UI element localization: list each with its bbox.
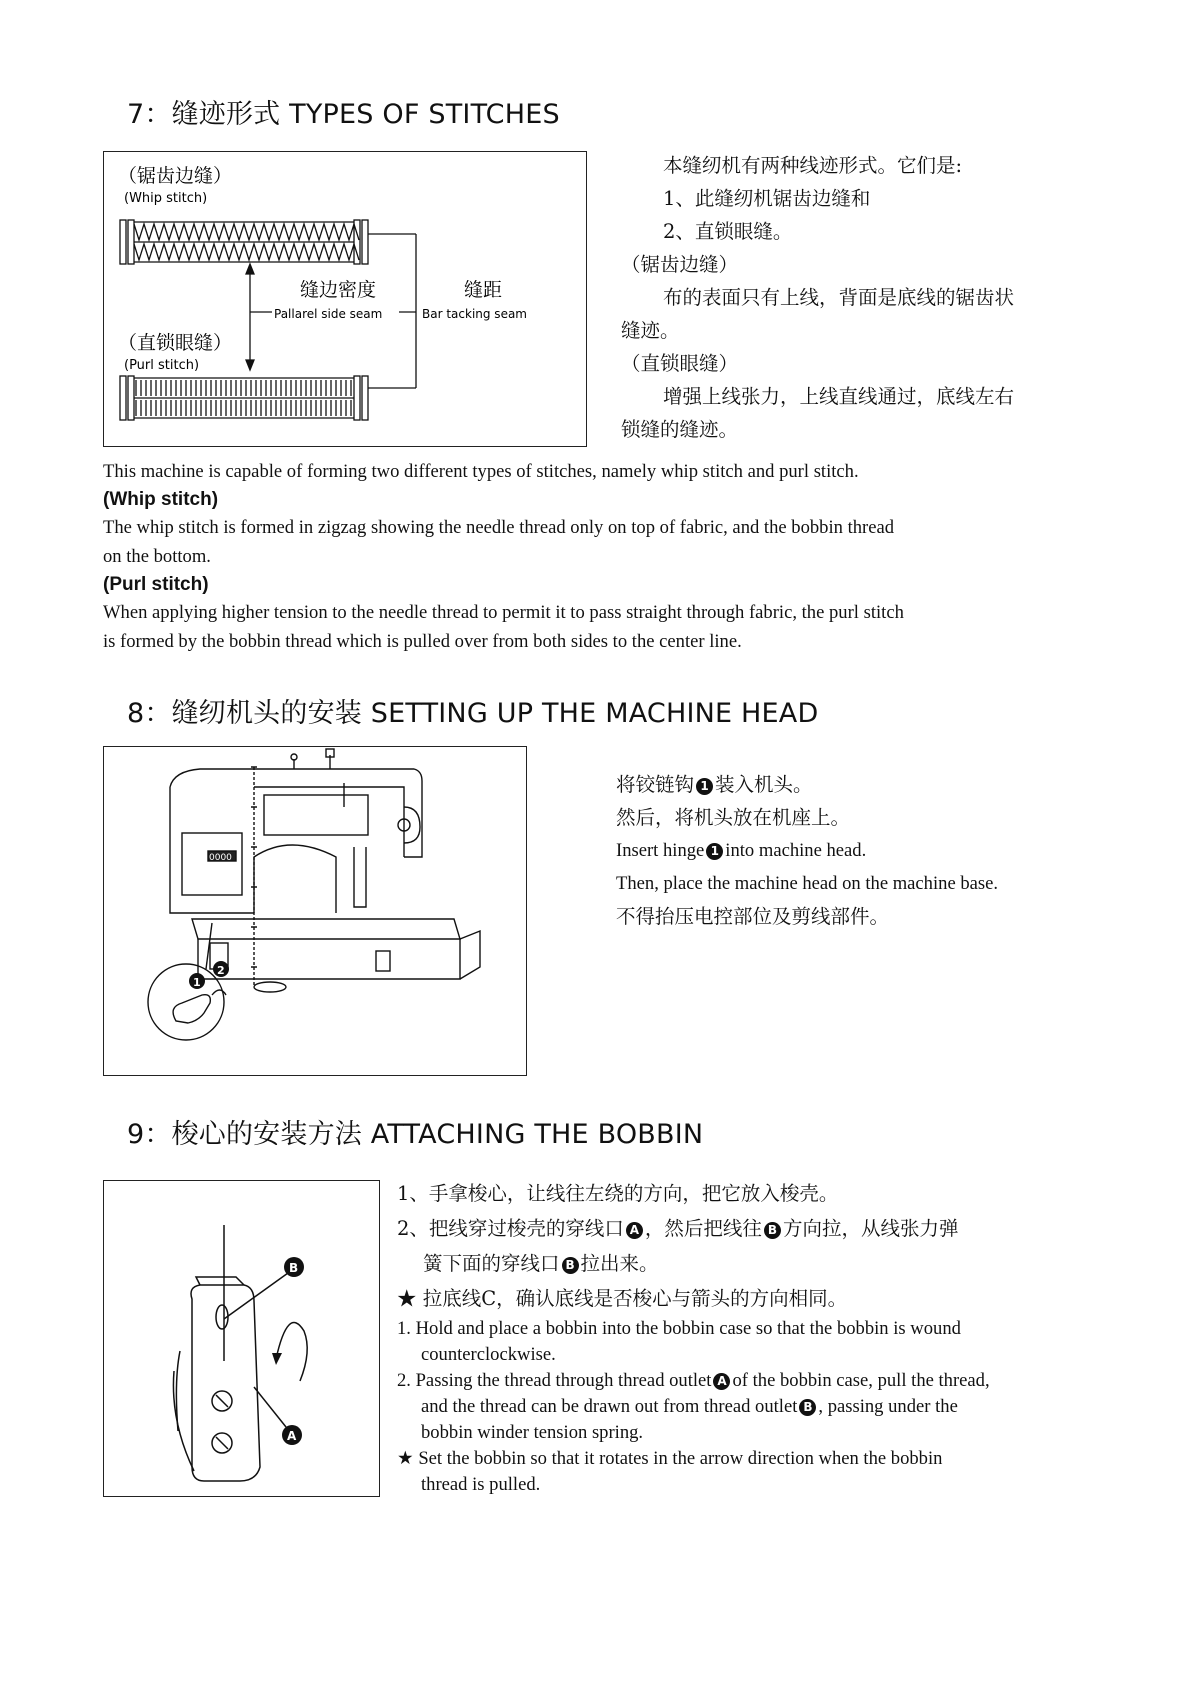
section-8-text <box>616 768 998 933</box>
text: 簧下面的穿线口 <box>423 1252 560 1275</box>
outlet-a-label: A <box>287 1429 297 1443</box>
cn-line: 本缝纫机有两种线迹形式。它们是: <box>663 154 963 177</box>
density-label-cn: 缝边密度 <box>300 279 377 301</box>
whip-label-cn: （锯齿边缝） <box>118 165 233 187</box>
whip-heading: (Whip stitch) <box>103 489 219 510</box>
control-display: 0000 <box>209 853 232 863</box>
cn-line: 布的表面只有上线，背面是底线的锯齿状 <box>663 286 1015 309</box>
outlet-b-badge: B <box>764 1222 781 1239</box>
callout-1-label: 1 <box>193 976 201 989</box>
cn-line: 然后，将机头放在机座上。 <box>616 806 851 829</box>
en-step-2-cont <box>397 1394 990 1420</box>
cn-line: 增强上线张力，上线直线通过，底线左右 <box>663 385 1015 408</box>
text: 将铰链钩 <box>616 773 695 796</box>
en-note-cont: thread is pulled. <box>421 1474 541 1495</box>
rotation-arrow-icon <box>272 1353 282 1365</box>
purl-text: is formed by the bobbin thread which is pulled over from both sides to the center line. <box>103 631 742 652</box>
section-8-title: 8：缝纫机头的安装 SETTING UP THE MACHINE HEAD <box>127 698 819 729</box>
callout-2-label: 2 <box>217 964 225 977</box>
intro-text: This machine is capable of forming two different types of stitches, namely whip stitch and purl stitch. <box>103 461 859 482</box>
text: 装入机头。 <box>715 773 813 796</box>
en-step-1: 1. Hold and place a bobbin into the bobbin case so that the bobbin is wound <box>397 1318 961 1339</box>
purl-text: When applying higher tension to the needle thread to permit it to pass straight through fabric, the purl stitch <box>103 602 904 623</box>
section-9-title: 9：梭心的安装方法 ATTACHING THE BOBBIN <box>127 1119 704 1150</box>
text: 2. Passing the thread through thread outlet <box>397 1370 712 1391</box>
bobbin-case-illustration <box>104 1181 381 1498</box>
cn-line: （锯齿边缝） <box>621 253 739 276</box>
outlet-a-badge: A <box>626 1222 643 1239</box>
whip-text: The whip stitch is formed in zigzag showing the needle thread only on top of fabric, and the bobbin thread <box>103 517 895 538</box>
text: 2、把线穿过梭壳的穿线口 <box>397 1217 624 1240</box>
en-line: Then, place the machine head on the machine base. <box>616 873 999 894</box>
purl-label-en: (Purl stitch) <box>124 358 200 373</box>
en-note: ★ Set the bobbin so that it rotates in the arrow direction when the bobbin <box>397 1448 943 1469</box>
purl-heading: (Purl stitch) <box>103 574 209 595</box>
stitch-types-figure <box>103 151 587 447</box>
en-step-1-cont: counterclockwise. <box>421 1344 556 1365</box>
purl-stitch-graphic <box>120 376 368 420</box>
text: of the bobbin case, pull the thread, <box>732 1370 990 1391</box>
en-step-2 <box>397 1368 990 1394</box>
cn-line: 锁缝的缝迹。 <box>621 418 739 441</box>
cn-step-2 <box>397 1211 990 1246</box>
bartack-label-en: Bar tacking seam <box>422 307 527 321</box>
text: 拉出来。 <box>580 1252 659 1275</box>
text: ，然后把线往 <box>644 1217 762 1240</box>
en-line <box>616 834 998 867</box>
machine-head-illustration <box>104 747 528 1077</box>
density-label-en: Pallarel side seam <box>274 307 383 321</box>
bobbin-figure <box>103 1180 380 1497</box>
section-7-english-text <box>103 457 1103 656</box>
cn-line <box>616 768 998 801</box>
outlet-b-label: B <box>289 1261 299 1275</box>
section-7-title: 7：缝迹形式 TYPES OF STITCHES <box>127 99 560 130</box>
outlet-b-badge: B <box>562 1257 579 1274</box>
text: into machine head. <box>725 840 867 861</box>
whip-text: on the bottom. <box>103 546 211 567</box>
section-7-chinese-text <box>621 149 1014 446</box>
outlet-a-badge: A <box>713 1373 730 1390</box>
text: , passing under the <box>818 1396 958 1417</box>
hinge-number-badge: 1 <box>706 843 723 860</box>
text: 方向拉，从线张力弹 <box>782 1217 959 1240</box>
hinge-number-badge: 1 <box>696 778 713 795</box>
text: Insert hinge <box>616 840 705 861</box>
cn-line: 2、直锁眼缝。 <box>663 220 793 243</box>
cn-line: 缝迹。 <box>621 319 680 342</box>
section-9-text <box>397 1176 990 1498</box>
cn-line: （直锁眼缝） <box>621 352 739 375</box>
cn-note: ★ 拉底线C，确认底线是否梭心与箭头的方向相同。 <box>397 1287 848 1310</box>
cn-line: 1、此缝纫机锯齿边缝和 <box>663 187 871 210</box>
en-step-2-cont: bobbin winder tension spring. <box>421 1422 644 1443</box>
cn-step-1: 1、手拿梭心，让线往左绕的方向，把它放入梭壳。 <box>397 1182 839 1205</box>
stitch-diagram <box>104 152 588 448</box>
whip-label-en: (Whip stitch) <box>124 191 208 206</box>
cn-line: 不得抬压电控部位及剪线部件。 <box>616 905 890 928</box>
bartack-label-cn: 缝距 <box>464 279 503 301</box>
purl-label-cn: （直锁眼缝） <box>118 332 233 354</box>
cn-step-2-cont <box>397 1246 990 1281</box>
machine-head-figure <box>103 746 527 1076</box>
outlet-b-badge: B <box>799 1399 816 1416</box>
whip-stitch-graphic <box>120 220 368 264</box>
text: and the thread can be drawn out from thread outlet <box>421 1396 798 1417</box>
